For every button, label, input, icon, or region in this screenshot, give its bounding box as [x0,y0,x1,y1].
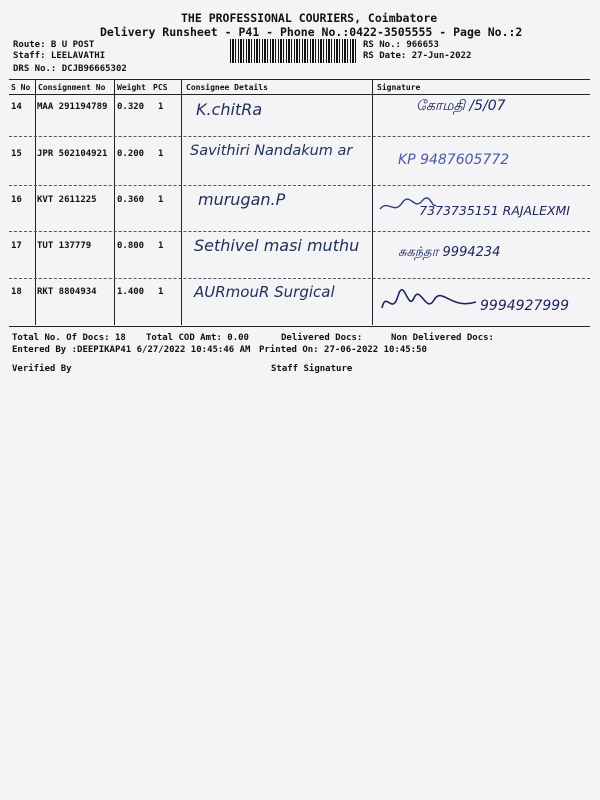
row-sno: 14 [11,102,22,112]
row-consignee: murugan.P [198,190,286,209]
row-separator [9,278,590,279]
col-divider [35,80,36,325]
row-signature: 7373735151 RAJALEXMI [419,203,570,218]
staff-signature: Staff Signature [271,364,353,374]
row-consignee: K.chitRa [196,100,263,119]
col-header-signature: Signature [377,83,421,92]
total-docs: Total No. Of Docs: 18 [12,333,126,343]
table-header-rule [9,94,590,95]
row-pcs: 1 [158,102,164,112]
drs-number: DRS No.: DCJB96665302 [13,64,127,74]
row-pcs: 1 [158,241,164,251]
col-header-consignee: Consignee Details [186,83,268,92]
rs-number: RS No.: 966653 [363,40,439,50]
col-divider [181,80,182,325]
row-consignee: AURmouR Surgical [194,283,335,301]
col-divider [372,80,373,325]
staff-label: Staff: LEELAVATHI [13,51,106,61]
printed-on: Printed On: 27-06-2022 10:45:50 [259,345,427,355]
table-top-rule [9,79,590,80]
row-consignee: Savithiri Nandakum ar [190,143,353,159]
row-separator [9,185,590,186]
row-sno: 15 [11,149,22,159]
row-signature: 9994927999 [480,298,570,314]
col-header-weight: Weight [117,83,146,92]
row-pcs: 1 [158,149,164,159]
row-sno: 18 [11,287,22,297]
row-weight: 0.800 [117,241,145,251]
row-consignee: Sethivel masi muthu [194,236,360,255]
row-consignment: MAA 291194789 [37,102,108,112]
delivered-docs: Delivered Docs: [281,333,363,343]
rs-date: RS Date: 27-Jun-2022 [363,51,472,61]
row-signature: சுகந்தா 9994234 [398,245,501,260]
total-cod: Total COD Amt: 0.00 [146,333,249,343]
row-weight: 0.320 [117,102,145,112]
col-divider [114,80,115,325]
entered-by: Entered By :DEEPIKAP41 6/27/2022 10:45:46 AM [12,345,251,355]
route-label: Route: B U POST [13,40,95,50]
row-weight: 1.400 [117,287,145,297]
runsheet-title: Delivery Runsheet - P41 - Phone No.:0422-3505555 - Page No.:2 [100,25,523,39]
row-consignment: RKT 8804934 [37,287,97,297]
row-weight: 0.360 [117,195,145,205]
row-pcs: 1 [158,287,164,297]
row-sno: 17 [11,241,22,251]
company-title: THE PROFESSIONAL COURIERS, Coimbatore [181,11,438,25]
row-signature: KP 9487605772 [398,152,510,168]
col-header-pcs: PCS [153,83,168,92]
col-header-consignment: Consignment No [38,83,106,92]
row-pcs: 1 [158,195,164,205]
row-consignment: JPR 502104921 [37,149,108,159]
barcode-image [230,39,356,63]
row-consignment: TUT 137779 [37,241,92,251]
signature-scribble-icon [380,288,480,318]
col-header-sno: S No [11,83,31,92]
verified-by: Verified By [12,364,72,374]
row-weight: 0.200 [117,149,145,159]
row-separator [9,136,590,137]
row-sno: 16 [11,195,22,205]
non-delivered-docs: Non Delivered Docs: [391,333,494,343]
row-signature: கோமதி /5/07 [416,98,506,114]
table-bottom-rule [9,326,590,327]
row-separator [9,231,590,232]
row-consignment: KVT 2611225 [37,195,97,205]
